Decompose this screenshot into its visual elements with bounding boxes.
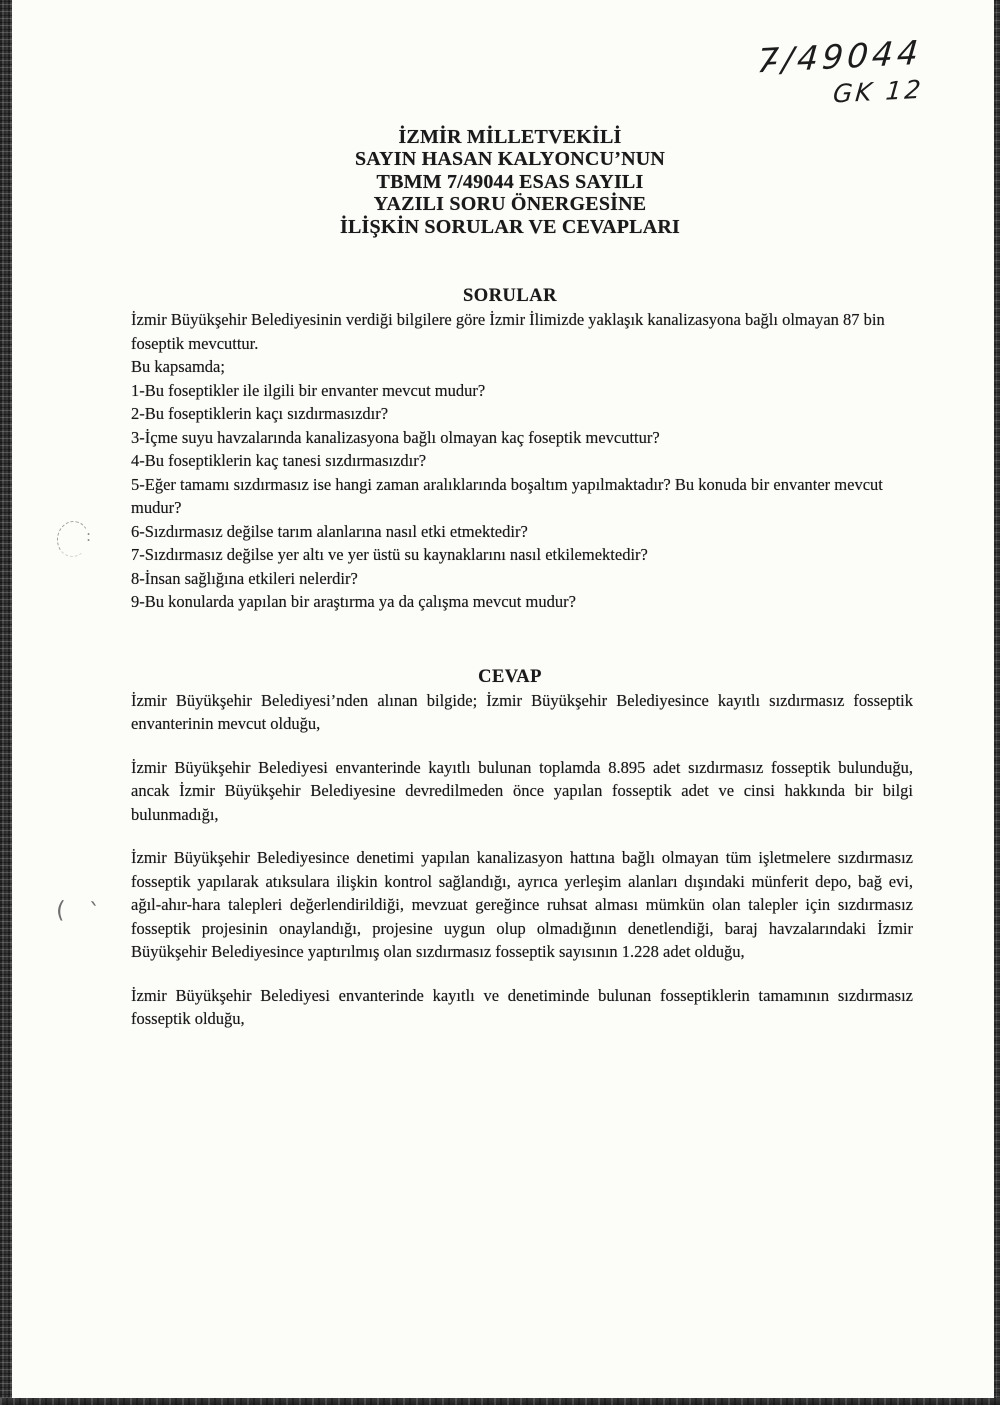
title-line-5: İLİŞKİN SORULAR VE CEVAPLARI: [340, 215, 680, 238]
handwritten-ref-number: 7̵/49044: [755, 32, 924, 81]
answer-paragraph-3: İzmir Büyükşehir Belediyesince denetimi yapılan kanalizasyon hattına bağlı olmayan tüm işletmelere sızdırmasız fosseptik yapılarak atıksulara ilişkin kontrol sağlandığı, ayrıca yerleşim alanları dışındaki münferit depo, bağ evi, ağıl-ahır-hara talepleri değerlendirildiği, mevzuat gereğince ruhsat alması mümkün olan talepler için sızdırmasız fosseptik projesinin onaylandığı, projesine uygun olup olmadığının denetlendiği, baraj havzalarındaki İzmir Büyükşehir Belediyesince yaptırılmış olan sızdırmasız fosseptik sayısının 1.228 adet olduğu,: [131, 848, 913, 962]
title-line-2: SAYIN HASAN KALYONCU’NUN: [354, 148, 666, 171]
answer-paragraph-4: İzmir Büyükşehir Belediyesi envanterinde kayıtlı ve denetiminde bulunan fosseptiklerin tamamının sızdırmasız fosseptik olduğu,: [131, 985, 913, 1029]
scan-edge-right: [994, 0, 1000, 1405]
handwritten-initials: GK 12: [831, 74, 925, 109]
answer-paragraph-2: İzmir Büyükşehir Belediyesi envanterinde kayıtlı bulunan toplamda 8.895 adet sızdırmasız fosseptik bulunduğu, ancak İzmir Büyükşehir Belediyesine devredilmeden önce yapılan fosseptik adet ve cinsi hakkında bir bilgi bulunmadığı,: [131, 757, 913, 824]
question-item-2: 2-Bu foseptiklerin kaçı sızdırmasızdır?: [131, 404, 389, 424]
pencil-circle-mark-dots: :: [86, 527, 92, 545]
question-item-5: 5-Eğer tamamı sızdırmasız ise hangi zaman aralıklarında boşaltım yapılmaktadır? Bu konuda bir envanter mevcut mudur?: [131, 474, 883, 518]
questions-scope-line: Bu kapsamda;: [131, 357, 225, 377]
title-line-3: TBMM 7/49044 ESAS SAYILI: [376, 170, 644, 193]
answers-section-heading: CEVAP: [478, 666, 542, 687]
question-item-3: 3-İçme suyu havzalarında kanalizasyona bağlı olmayan kaç foseptik mevcuttur?: [131, 427, 660, 447]
question-item-7: 7-Sızdırmasız değilse yer altı ve yer üstü su kaynaklarını nasıl etkilemektedir?: [131, 545, 648, 565]
scan-edge-left: [0, 0, 12, 1405]
questions-intro-paragraph: İzmir Büyükşehir Belediyesinin verdiği bilgilere göre İzmir İlimizde yaklaşık kanalizasyona bağlı olmayan 87 bin foseptik mevcuttur.: [131, 310, 885, 353]
title-line-1: İZMİR MİLLETVEKİLİ: [398, 126, 622, 148]
question-item-6: 6-Sızdırmasız değilse tarım alanlarına nasıl etki etmektedir?: [131, 521, 528, 541]
pencil-paren-mark: ( `: [55, 897, 109, 927]
question-item-1: 1-Bu foseptikler ile ilgili bir envanter mevcut mudur?: [131, 380, 486, 400]
title-line-4: YAZILI SORU ÖNERGESİNE: [373, 193, 647, 216]
answer-paragraph-1: İzmir Büyükşehir Belediyesi’nden alınan bilgide; İzmir Büyükşehir Belediyesince kayıtlı sızdırmasız fosseptik envanterinin mevcut olduğu,: [131, 690, 913, 734]
document-body: [131, 0, 913, 1031]
document-title-block: [119, 126, 901, 238]
question-item-9: 9-Bu konularda yapılan bir araştırma ya da çalışma mevcut mudur?: [131, 592, 576, 612]
scan-edge-bottom: [0, 1398, 1000, 1405]
questions-section-heading: SORULAR: [463, 286, 557, 307]
question-item-4: 4-Bu foseptiklerin kaç tanesi sızdırmasızdır?: [131, 451, 427, 471]
question-item-8: 8-İnsan sağlığına etkileri nelerdir?: [131, 568, 358, 588]
